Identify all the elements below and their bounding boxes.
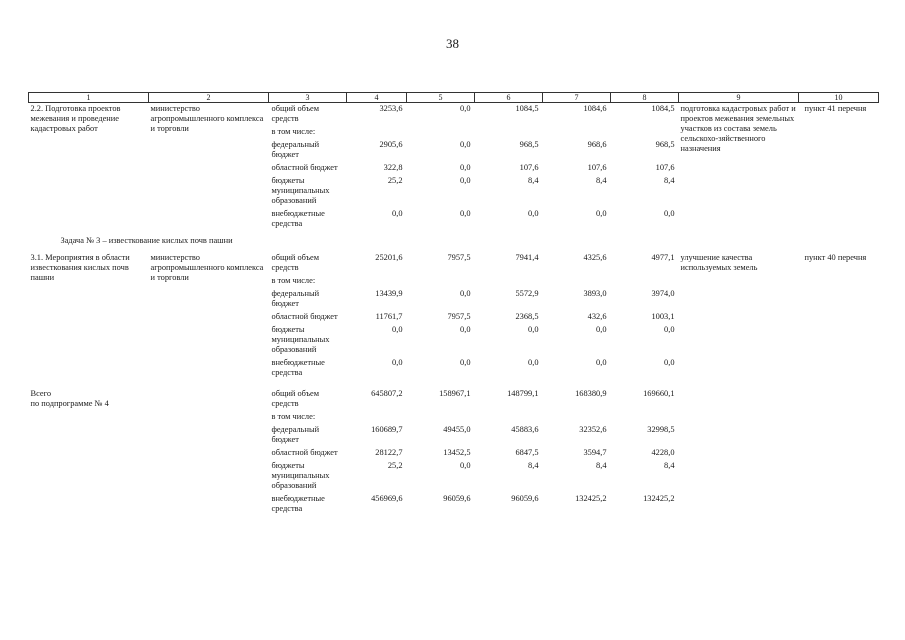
funding-source: общий объем средств: [271, 389, 320, 408]
value-col-5: 0,0: [460, 209, 471, 218]
value-col-7: 107,6: [587, 163, 607, 172]
value-col-4: 13439,9: [375, 289, 403, 298]
value-col-6: 968,5: [519, 140, 539, 149]
value-col-6: 2368,5: [515, 312, 539, 321]
value-col-5: 0,0: [460, 289, 471, 298]
funding-source: федеральный бюджет: [271, 289, 320, 308]
measure-name: 3.1. Мероприятия в области известкования кислых почв пашни: [30, 253, 130, 282]
value-col-5: 96059,6: [443, 494, 471, 503]
value-col-6: 96059,6: [511, 494, 539, 503]
executor: министерство агропромышленного комплекса и торговли: [150, 104, 264, 133]
value-col-8: 32998,5: [647, 425, 675, 434]
measure-name: Всего по подпрограмме № 4: [30, 389, 109, 408]
value-col-7: 132425,2: [575, 494, 607, 503]
value-col-5: 0,0: [460, 176, 471, 185]
column-number-6: 6: [475, 93, 543, 103]
value-col-4: 25201,6: [375, 253, 403, 262]
value-col-4: [347, 275, 407, 288]
value-col-7: 168380,9: [575, 389, 607, 398]
funding-source: областной бюджет: [271, 163, 338, 172]
value-col-7: [543, 411, 611, 424]
value-col-6: 8,4: [528, 461, 539, 470]
value-col-7: 3594,7: [583, 448, 607, 457]
value-col-5: 7957,5: [447, 253, 471, 262]
value-col-4: [347, 411, 407, 424]
column-number-7: 7: [543, 93, 611, 103]
value-col-5: 0,0: [460, 461, 471, 470]
value-col-5: 0,0: [460, 358, 471, 367]
value-col-6: 45883,6: [511, 425, 539, 434]
value-col-4: 3253,6: [379, 104, 403, 113]
value-col-4: 0,0: [392, 209, 403, 218]
funding-source: общий объем средств: [271, 253, 320, 272]
value-col-5: [407, 411, 475, 424]
value-col-8: [611, 126, 679, 139]
funding-source: в том числе:: [271, 127, 316, 136]
value-col-5: 13452,5: [443, 448, 471, 457]
value-col-4: 25,2: [387, 461, 403, 470]
value-col-7: 8,4: [596, 176, 607, 185]
column-number-1: 1: [29, 93, 149, 103]
indicator-reference: [799, 388, 879, 516]
funding-source: федеральный бюджет: [271, 140, 320, 159]
value-col-5: 7957,5: [447, 312, 471, 321]
value-col-5: 0,0: [460, 140, 471, 149]
value-col-8: [611, 411, 679, 424]
table-row: [29, 103, 879, 127]
value-col-7: [543, 126, 611, 139]
value-col-8: 3974,0: [651, 289, 675, 298]
value-col-6: 0,0: [528, 209, 539, 218]
budget-table: [28, 92, 879, 516]
value-col-6: 8,4: [528, 176, 539, 185]
value-col-4: 0,0: [392, 325, 403, 334]
funding-source: в том числе:: [271, 276, 316, 285]
funding-source: бюджеты муниципальных образований: [271, 176, 330, 205]
value-col-8: 132425,2: [643, 494, 675, 503]
value-col-8: 169660,1: [643, 389, 675, 398]
table-row: [29, 388, 879, 411]
value-col-6: 7941,4: [515, 253, 539, 262]
funding-source: внебюджетные средства: [271, 358, 325, 377]
expected-result: подготовка кадастровых работ и проектов межевания земельных участков из состава земель сельскохо-зяйственного назначения: [680, 104, 796, 153]
value-col-8: 968,5: [655, 140, 675, 149]
value-col-8: 0,0: [664, 325, 675, 334]
value-col-8: 0,0: [664, 358, 675, 367]
value-col-6: [475, 411, 543, 424]
expected-result: [679, 388, 799, 516]
value-col-4: 11761,7: [375, 312, 403, 321]
value-col-6: 6847,5: [515, 448, 539, 457]
column-number-2: 2: [149, 93, 269, 103]
funding-source: общий объем средств: [271, 104, 320, 123]
indicator-reference: пункт 41 перечня: [804, 104, 867, 113]
value-col-7: 1084,6: [583, 104, 607, 113]
task-heading-row: [29, 231, 879, 252]
column-number-3: 3: [269, 93, 347, 103]
value-col-7: 4325,6: [583, 253, 607, 262]
value-col-4: 645807,2: [371, 389, 403, 398]
value-col-6: [475, 126, 543, 139]
column-number-row: [29, 93, 879, 103]
value-col-7: 3893,0: [583, 289, 607, 298]
value-col-7: 0,0: [596, 209, 607, 218]
funding-source: федеральный бюджет: [271, 425, 320, 444]
value-col-4: 160689,7: [371, 425, 403, 434]
value-col-8: 4228,0: [651, 448, 675, 457]
funding-source: бюджеты муниципальных образований: [271, 325, 330, 354]
column-number-8: 8: [611, 93, 679, 103]
value-col-8: 107,6: [655, 163, 675, 172]
value-col-4: 28122,7: [375, 448, 403, 457]
executor: министерство агропромышленного комплекса и торговли: [150, 253, 264, 282]
value-col-5: [407, 275, 475, 288]
value-col-6: 107,6: [519, 163, 539, 172]
value-col-8: 0,0: [664, 209, 675, 218]
value-col-8: 4977,1: [651, 253, 675, 262]
value-col-5: [407, 126, 475, 139]
task-heading: Задача № 3 – известкование кислых почв пашни: [60, 236, 233, 245]
value-col-5: 0,0: [460, 325, 471, 334]
value-col-6: 5572,9: [515, 289, 539, 298]
value-col-4: 322,8: [383, 163, 403, 172]
value-col-4: 25,2: [387, 176, 403, 185]
value-col-8: 1003,1: [651, 312, 675, 321]
value-col-7: 8,4: [596, 461, 607, 470]
value-col-5: 0,0: [460, 163, 471, 172]
value-col-7: 968,6: [587, 140, 607, 149]
value-col-7: 32352,6: [579, 425, 607, 434]
funding-source: бюджеты муниципальных образований: [271, 461, 330, 490]
column-number-5: 5: [407, 93, 475, 103]
value-col-6: 1084,5: [515, 104, 539, 113]
value-col-6: 0,0: [528, 325, 539, 334]
value-col-5: 0,0: [460, 104, 471, 113]
value-col-6: [475, 275, 543, 288]
value-col-7: 0,0: [596, 358, 607, 367]
value-col-4: 2905,6: [379, 140, 403, 149]
value-col-8: 8,4: [664, 461, 675, 470]
value-col-6: 148799,1: [507, 389, 539, 398]
funding-source: в том числе:: [271, 412, 316, 421]
value-col-8: 8,4: [664, 176, 675, 185]
funding-source: внебюджетные средства: [271, 494, 325, 513]
column-number-4: 4: [347, 93, 407, 103]
indicator-reference: пункт 40 перечня: [804, 253, 867, 262]
page-number: 38: [446, 36, 459, 51]
spacer-cell: [29, 380, 879, 388]
table-row: [29, 252, 879, 275]
value-col-4: 456969,6: [371, 494, 403, 503]
spacer-row: [29, 380, 879, 388]
expected-result: улучшение качества используемых земель: [680, 253, 758, 272]
value-col-5: 49455,0: [443, 425, 471, 434]
value-col-8: 1084,5: [651, 104, 675, 113]
value-col-6: 0,0: [528, 358, 539, 367]
measure-name: 2.2. Подготовка проектов межевания и проведение кадастровых работ: [30, 104, 121, 133]
value-col-7: 432,6: [587, 312, 607, 321]
executor: [149, 388, 269, 516]
funding-source: внебюджетные средства: [271, 209, 325, 228]
column-number-10: 10: [799, 93, 879, 103]
funding-source: областной бюджет: [271, 312, 338, 321]
funding-source: областной бюджет: [271, 448, 338, 457]
value-col-8: [611, 275, 679, 288]
value-col-7: [543, 275, 611, 288]
value-col-4: 0,0: [392, 358, 403, 367]
value-col-4: [347, 126, 407, 139]
column-number-9: 9: [679, 93, 799, 103]
value-col-7: 0,0: [596, 325, 607, 334]
value-col-5: 158967,1: [439, 389, 471, 398]
